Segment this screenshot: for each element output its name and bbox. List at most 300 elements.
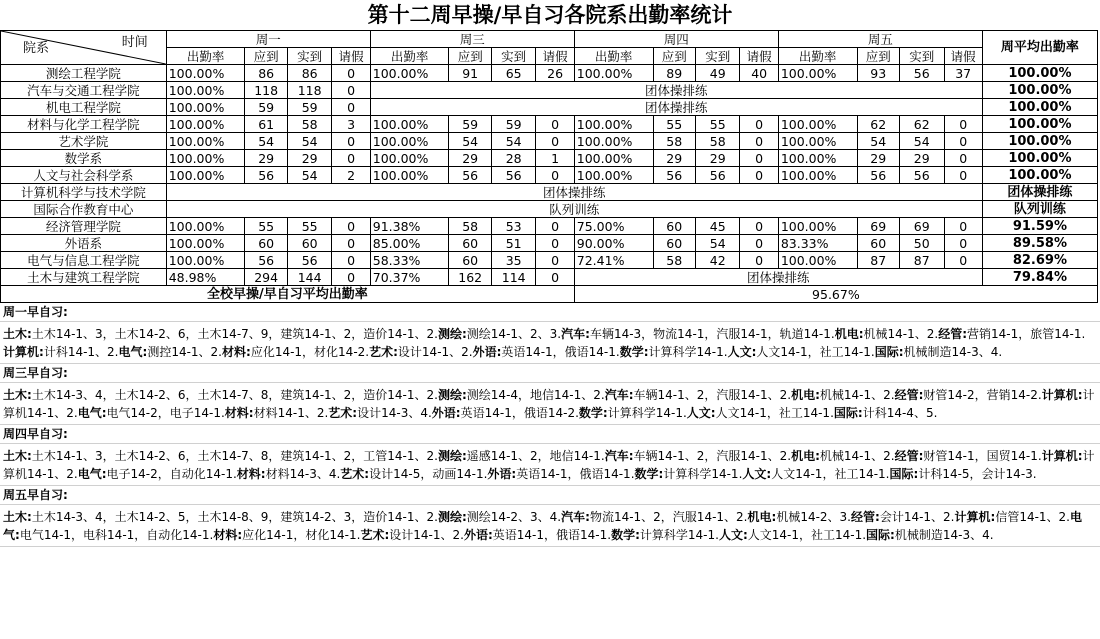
count-cell: 26 [536, 65, 574, 82]
college-abbrev: 机电: [747, 510, 777, 524]
count-cell: 0 [332, 150, 370, 167]
sub-header: 应到 [857, 48, 899, 65]
section-body [0, 383, 1100, 425]
count-cell: 0 [740, 252, 778, 269]
table-row [1, 167, 1098, 184]
class-list: 计科14-5，会计14-3. [918, 467, 1037, 481]
count-cell: 35 [491, 252, 536, 269]
day-header: 周五 [778, 31, 982, 48]
college-abbrev: 计算机: [954, 510, 996, 524]
college-abbrev: 土木: [3, 327, 32, 341]
attendance-rate: 48.98% [166, 269, 245, 286]
count-cell: 0 [536, 133, 574, 150]
weekly-avg-value: 队列训练 [982, 201, 1097, 218]
sheet-title: 第十二周早操/早自习各院系出勤率统计 [367, 2, 733, 27]
count-cell: 0 [740, 116, 778, 133]
dept-name: 电气与信息工程学院 [1, 252, 167, 269]
count-cell: 54 [287, 167, 332, 184]
total-value: 95.67% [574, 286, 1097, 303]
sub-header: 出勤率 [166, 48, 245, 65]
count-cell: 65 [491, 65, 536, 82]
class-list: 计算机14-1、2. [3, 388, 1095, 420]
count-cell: 0 [332, 218, 370, 235]
table-row [1, 133, 1098, 150]
class-list: 人文14-1，社工14-1. [771, 467, 890, 481]
class-list: 财管14-2，营销14-2. [923, 388, 1042, 402]
sub-header: 请假 [332, 48, 370, 65]
count-cell: 0 [332, 82, 370, 99]
attendance-rate: 100.00% [166, 167, 245, 184]
count-cell: 0 [332, 133, 370, 150]
count-cell: 54 [899, 133, 944, 150]
college-abbrev: 电气: [77, 467, 107, 481]
day-header: 周四 [574, 31, 778, 48]
count-cell: 0 [944, 167, 982, 184]
table-row [1, 82, 1098, 99]
college-abbrev: 计算机: [1041, 449, 1083, 463]
class-list: 人文14-1，社工14-1. [756, 345, 875, 359]
class-list: 电气14-1，电科14-1，自动化14-1. [19, 528, 214, 542]
dept-name: 外语系 [1, 235, 167, 252]
count-cell: 56 [899, 65, 944, 82]
count-cell: 60 [449, 235, 491, 252]
attendance-rate: 58.33% [370, 252, 449, 269]
count-cell: 144 [287, 269, 332, 286]
count-cell: 61 [245, 116, 287, 133]
weekly-avg-value: 100.00% [982, 65, 1097, 82]
count-cell: 60 [449, 252, 491, 269]
class-list: 财管14-1，国贸14-1. [923, 449, 1042, 463]
weekly-avg-value: 79.84% [982, 269, 1097, 286]
table-row [1, 269, 1098, 286]
count-cell: 0 [740, 150, 778, 167]
count-cell: 54 [287, 133, 332, 150]
class-list: 机械14-1、2. [819, 388, 895, 402]
class-list: 测绘14-2、3、4. [466, 510, 562, 524]
count-cell: 93 [857, 65, 899, 82]
count-cell: 0 [536, 218, 574, 235]
count-cell: 86 [287, 65, 332, 82]
weekly-avg-value: 91.59% [982, 218, 1097, 235]
dept-name: 材料与化学工程学院 [1, 116, 167, 133]
activity-note: 队列训练 [166, 201, 982, 218]
sub-header: 请假 [740, 48, 778, 65]
count-cell: 56 [653, 167, 695, 184]
count-cell: 59 [449, 116, 491, 133]
sub-header: 请假 [536, 48, 574, 65]
college-abbrev: 机电: [834, 327, 864, 341]
dept-name: 国际合作教育中心 [1, 201, 167, 218]
count-cell: 0 [740, 218, 778, 235]
count-cell: 56 [245, 252, 287, 269]
attendance-rate: 100.00% [370, 150, 449, 167]
table-row [1, 235, 1098, 252]
sub-header: 应到 [653, 48, 695, 65]
college-abbrev: 国际: [889, 467, 919, 481]
day-header: 周三 [370, 31, 574, 48]
count-cell: 29 [899, 150, 944, 167]
class-list: 计算科学14-1. [663, 467, 743, 481]
dept-name: 计算机科学与技术学院 [1, 184, 167, 201]
class-list: 机械制造14-3、4. [903, 345, 1003, 359]
class-list: 机械制造14-3、4. [894, 528, 994, 542]
college-abbrev: 国际: [833, 406, 863, 420]
weekly-avg-value: 100.00% [982, 167, 1097, 184]
total-label: 全校早操/早自习平均出勤率 [1, 286, 575, 303]
count-cell: 60 [287, 235, 332, 252]
class-list: 机械14-1、2. [863, 327, 939, 341]
college-abbrev: 汽车: [604, 449, 634, 463]
class-list: 测控14-1、2. [147, 345, 222, 359]
college-abbrev: 经管: [894, 449, 924, 463]
corner-time-label: 时间 [121, 35, 148, 50]
attendance-rate: 83.33% [778, 235, 857, 252]
count-cell: 54 [491, 133, 536, 150]
count-cell: 162 [449, 269, 491, 286]
college-abbrev: 测绘: [437, 449, 467, 463]
class-list: 计算机14-1、2. [3, 449, 1095, 481]
table-row [1, 184, 1098, 201]
class-list: 材料14-3、4. [265, 467, 341, 481]
count-cell: 0 [332, 65, 370, 82]
college-abbrev: 电气: [118, 345, 148, 359]
weekly-avg-value: 100.00% [982, 82, 1097, 99]
sub-header: 请假 [944, 48, 982, 65]
count-cell: 2 [332, 167, 370, 184]
count-cell: 29 [857, 150, 899, 167]
sub-header: 应到 [245, 48, 287, 65]
count-cell: 56 [449, 167, 491, 184]
count-cell: 0 [944, 133, 982, 150]
count-cell: 59 [287, 99, 332, 116]
sub-header: 实到 [695, 48, 740, 65]
count-cell: 69 [899, 218, 944, 235]
college-abbrev: 测绘: [437, 327, 467, 341]
weekly-avg-value: 团体操排练 [982, 184, 1097, 201]
corner-cell [1, 31, 167, 65]
attendance-rate: 100.00% [370, 167, 449, 184]
sub-header: 实到 [491, 48, 536, 65]
section-heading: 周一早自习: [0, 303, 1100, 322]
college-abbrev: 艺术: [369, 345, 398, 359]
attendance-rate: 100.00% [778, 167, 857, 184]
total-row [1, 286, 1098, 303]
count-cell: 56 [287, 252, 332, 269]
college-abbrev: 计算机: [1041, 388, 1083, 402]
activity-note: 团体操排练 [370, 82, 982, 99]
count-cell: 0 [332, 235, 370, 252]
college-abbrev: 材料: [224, 406, 254, 420]
count-cell: 51 [491, 235, 536, 252]
class-list: 设计14-1、2. [397, 345, 473, 359]
count-cell: 87 [899, 252, 944, 269]
attendance-rate: 100.00% [778, 150, 857, 167]
count-cell: 58 [287, 116, 332, 133]
count-cell: 0 [536, 167, 574, 184]
college-abbrev: 测绘: [437, 388, 467, 402]
table-row [1, 218, 1098, 235]
table-row [1, 201, 1098, 218]
attendance-rate: 85.00% [370, 235, 449, 252]
college-abbrev: 国际: [866, 528, 895, 542]
attendance-rate: 100.00% [778, 116, 857, 133]
college-abbrev: 艺术: [328, 406, 358, 420]
college-abbrev: 汽车: [561, 510, 590, 524]
class-list: 电气14-2，电子14-1. [106, 406, 225, 420]
college-abbrev: 国际: [874, 345, 904, 359]
count-cell: 62 [899, 116, 944, 133]
class-list: 材料14-1、2. [253, 406, 329, 420]
count-cell: 40 [740, 65, 778, 82]
count-cell: 58 [653, 133, 695, 150]
college-abbrev: 机电: [791, 449, 820, 463]
count-cell: 60 [245, 235, 287, 252]
table-row [1, 65, 1098, 82]
class-list: 计算科学14-1. [648, 345, 728, 359]
dept-name: 土木与建筑工程学院 [1, 269, 167, 286]
weekly-avg-value: 100.00% [982, 116, 1097, 133]
class-list: 计算科学14-1. [639, 528, 719, 542]
college-abbrev: 电气: [77, 406, 107, 420]
college-abbrev: 经管: [938, 327, 968, 341]
college-abbrev: 外语: [431, 406, 461, 420]
college-abbrev: 土木: [3, 388, 32, 402]
class-list: 计算科学14-1. [607, 406, 687, 420]
sub-header: 出勤率 [574, 48, 653, 65]
count-cell: 29 [449, 150, 491, 167]
college-abbrev: 材料: [236, 467, 266, 481]
count-cell: 58 [449, 218, 491, 235]
attendance-rate: 90.00% [574, 235, 653, 252]
weekly-avg-value: 100.00% [982, 150, 1097, 167]
count-cell: 0 [740, 235, 778, 252]
count-cell: 45 [695, 218, 740, 235]
class-list: 英语14-1，俄语14-1. [516, 467, 635, 481]
attendance-rate: 100.00% [370, 65, 449, 82]
count-cell: 60 [653, 218, 695, 235]
attendance-rate: 91.38% [370, 218, 449, 235]
attendance-rate: 100.00% [166, 133, 245, 150]
weekly-avg-value: 89.58% [982, 235, 1097, 252]
class-list: 设计14-3、4. [357, 406, 432, 420]
count-cell: 54 [695, 235, 740, 252]
college-abbrev: 电气: [3, 510, 1083, 542]
class-list: 营销14-1，旅管14-1. [967, 327, 1086, 341]
count-cell: 114 [491, 269, 536, 286]
count-cell: 54 [449, 133, 491, 150]
count-cell: 0 [740, 167, 778, 184]
attendance-rate: 100.00% [574, 133, 653, 150]
count-cell: 294 [245, 269, 287, 286]
count-cell: 56 [899, 167, 944, 184]
attendance-rate: 100.00% [574, 150, 653, 167]
count-cell: 29 [287, 150, 332, 167]
count-cell: 55 [653, 116, 695, 133]
attendance-rate: 100.00% [166, 82, 245, 99]
class-list: 信管14-1、2. [995, 510, 1070, 524]
sub-header: 出勤率 [370, 48, 449, 65]
college-abbrev: 经管: [851, 510, 880, 524]
college-abbrev: 材料: [222, 345, 251, 359]
college-abbrev: 计算机: [3, 345, 44, 359]
attendance-rate: 100.00% [778, 133, 857, 150]
count-cell: 49 [695, 65, 740, 82]
count-cell: 28 [491, 150, 536, 167]
college-abbrev: 外语: [463, 528, 493, 542]
attendance-table [0, 30, 1098, 303]
dept-name: 测绘工程学院 [1, 65, 167, 82]
college-abbrev: 机电: [791, 388, 820, 402]
count-cell: 56 [491, 167, 536, 184]
count-cell: 0 [536, 252, 574, 269]
class-list: 会计14-1、2. [879, 510, 955, 524]
class-list: 测绘14-4，地信14-1、2. [466, 388, 605, 402]
count-cell: 55 [245, 218, 287, 235]
college-abbrev: 数学: [578, 406, 608, 420]
college-abbrev: 数学: [634, 467, 664, 481]
class-list: 计科14-4、5. [862, 406, 938, 420]
class-list: 测绘14-1、2、3. [466, 327, 562, 341]
attendance-rate: 100.00% [166, 65, 245, 82]
table-row [1, 150, 1098, 167]
college-abbrev: 人文: [686, 406, 716, 420]
college-abbrev: 人文: [742, 467, 772, 481]
count-cell: 56 [695, 167, 740, 184]
class-list: 应化14-1，材化14-1. [242, 528, 361, 542]
count-cell: 0 [536, 235, 574, 252]
count-cell: 58 [695, 133, 740, 150]
table-row [1, 252, 1098, 269]
attendance-rate: 75.00% [574, 218, 653, 235]
count-cell: 29 [653, 150, 695, 167]
college-abbrev: 汽车: [604, 388, 634, 402]
dept-name: 机电工程学院 [1, 99, 167, 116]
sub-header: 实到 [287, 48, 332, 65]
college-abbrev: 人文: [727, 345, 757, 359]
count-cell: 54 [857, 133, 899, 150]
count-cell: 0 [944, 116, 982, 133]
college-abbrev: 艺术: [360, 528, 390, 542]
attendance-rate: 100.00% [574, 167, 653, 184]
count-cell: 29 [695, 150, 740, 167]
class-list: 英语14-1，俄语14-1. [501, 345, 620, 359]
college-abbrev: 经管: [894, 388, 924, 402]
count-cell: 0 [740, 133, 778, 150]
class-list: 设计14-1、2. [389, 528, 464, 542]
count-cell: 118 [287, 82, 332, 99]
class-list: 土木14-3、4，土木14-2、5，土木14-8、9，建筑14-2、3，造价14-1、2. [31, 510, 438, 524]
class-list: 应化14-1，材化14-2. [250, 345, 370, 359]
section-heading: 周五早自习: [0, 486, 1100, 505]
class-list: 车辆14-3，物流14-1，汽服14-1，轨道14-1. [589, 327, 835, 341]
college-abbrev: 数学: [611, 528, 640, 542]
attendance-rate: 100.00% [166, 116, 245, 133]
class-list: 英语14-1，俄语14-1. [492, 528, 612, 542]
count-cell: 86 [245, 65, 287, 82]
self-study-notes [0, 303, 1100, 547]
college-abbrev: 汽车: [561, 327, 590, 341]
attendance-rate: 70.37% [370, 269, 449, 286]
count-cell: 0 [536, 269, 574, 286]
count-cell: 0 [944, 150, 982, 167]
class-list: 电子14-2，自动化14-1. [106, 467, 237, 481]
sub-header: 实到 [899, 48, 944, 65]
attendance-rate: 100.00% [166, 218, 245, 235]
sub-header: 应到 [449, 48, 491, 65]
count-cell: 89 [653, 65, 695, 82]
section-heading: 周四早自习: [0, 425, 1100, 444]
college-abbrev: 土木: [3, 510, 32, 524]
sub-header: 出勤率 [778, 48, 857, 65]
class-list: 土木14-3、4，土木14-2、6，土木14-7、8，建筑14-1、2，造价14-1、2. [31, 388, 438, 402]
class-list: 人文14-1，社工14-1. [715, 406, 834, 420]
class-list: 土木14-1、3，土木14-2、6，土木14-7、8，建筑14-1、2，工管14-1、2. [31, 449, 438, 463]
activity-note: 团体操排练 [574, 269, 982, 286]
college-abbrev: 人文: [718, 528, 748, 542]
college-abbrev: 土木: [3, 449, 32, 463]
count-cell: 37 [944, 65, 982, 82]
count-cell: 53 [491, 218, 536, 235]
weekly-avg-value: 82.69% [982, 252, 1097, 269]
weekly-avg-header: 周平均出勤率 [982, 31, 1097, 65]
count-cell: 0 [332, 252, 370, 269]
class-list: 人文14-1，社工14-1. [747, 528, 867, 542]
class-list: 土木14-1、3，土木14-2、6，土木14-7、9，建筑14-1、2，造价14-1、2. [31, 327, 438, 341]
count-cell: 60 [653, 235, 695, 252]
count-cell: 0 [332, 99, 370, 116]
attendance-rate: 100.00% [166, 252, 245, 269]
count-cell: 59 [245, 99, 287, 116]
count-cell: 1 [536, 150, 574, 167]
section-body [0, 322, 1100, 364]
count-cell: 29 [245, 150, 287, 167]
dept-name: 艺术学院 [1, 133, 167, 150]
table-row [1, 116, 1098, 133]
class-list: 物流14-1、2，汽服14-1、2. [589, 510, 748, 524]
count-cell: 55 [287, 218, 332, 235]
class-list: 机械14-2、3. [776, 510, 851, 524]
class-list: 计科14-1、2. [43, 345, 119, 359]
count-cell: 56 [245, 167, 287, 184]
class-list: 遥感14-1、2，地信14-1. [466, 449, 605, 463]
class-list: 车辆14-1、2，汽服14-1、2. [633, 388, 792, 402]
dept-name: 数学系 [1, 150, 167, 167]
weekly-avg-value: 100.00% [982, 133, 1097, 150]
attendance-rate: 100.00% [778, 252, 857, 269]
attendance-rate: 100.00% [166, 99, 245, 116]
count-cell: 60 [857, 235, 899, 252]
college-abbrev: 外语: [472, 345, 502, 359]
table-row [1, 99, 1098, 116]
activity-note: 团体操排练 [370, 99, 982, 116]
college-abbrev: 外语: [487, 467, 517, 481]
class-list: 设计14-5，动画14-1. [369, 467, 488, 481]
header-row-days [1, 31, 1098, 48]
college-abbrev: 数学: [619, 345, 649, 359]
count-cell: 91 [449, 65, 491, 82]
dept-name: 人文与社会科学系 [1, 167, 167, 184]
count-cell: 0 [944, 235, 982, 252]
college-abbrev: 测绘: [437, 510, 467, 524]
count-cell: 42 [695, 252, 740, 269]
day-header: 周一 [166, 31, 370, 48]
college-abbrev: 材料: [213, 528, 243, 542]
dept-name: 经济管理学院 [1, 218, 167, 235]
count-cell: 54 [245, 133, 287, 150]
count-cell: 50 [899, 235, 944, 252]
class-list: 车辆14-1、2，汽服14-1、2. [633, 449, 792, 463]
section-body [0, 505, 1100, 547]
